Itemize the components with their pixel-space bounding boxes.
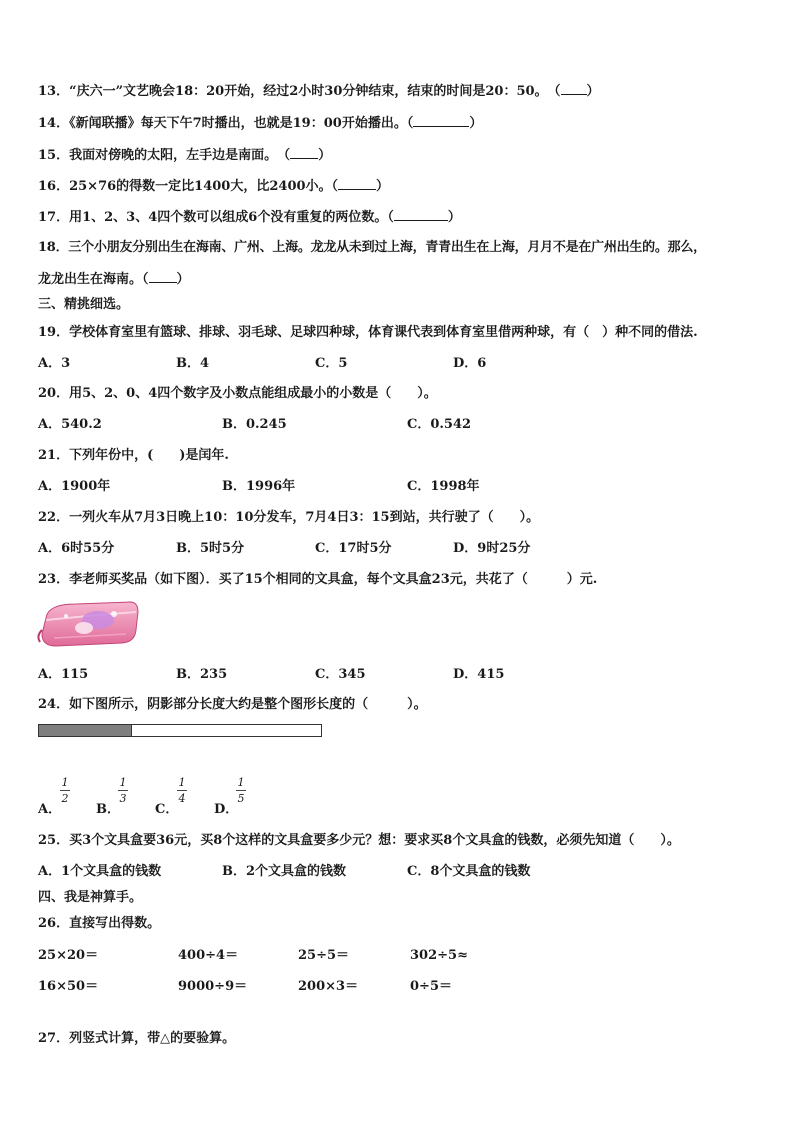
question-21: 21．下列年份中，( )是闰年.: [38, 448, 229, 463]
shaded-segment: [39, 725, 132, 736]
calc-item: 302÷5≈: [410, 948, 468, 963]
option-a[interactable]: A．6时55分: [38, 541, 115, 556]
question-19: 19．学校体育室里有篮球、排球、羽毛球、足球四种球，体育课代表到体育室里借两种球，有（ ）种不同的借法.: [38, 325, 698, 340]
calc-item: 0÷5＝: [410, 979, 452, 994]
section-4-title: 四、我是神算手。: [38, 890, 143, 905]
calc-item: 25×20＝: [38, 948, 99, 963]
length-bar: [38, 724, 322, 737]
fraction: 1 4: [178, 776, 186, 805]
option-d[interactable]: D．415: [453, 667, 505, 682]
option-b[interactable]: B．0.245: [222, 417, 287, 432]
question-23: 23．李老师买奖品（如下图）．买了15个相同的文具盒，每个文具盒23元，共花了（ ）元.: [38, 572, 598, 587]
question-13: 13．“庆六一”文艺晚会18：20开始，经过2小时30分钟结束，结束的时间是20：50。 （ ）: [38, 84, 600, 99]
option-c[interactable]: C．345: [315, 667, 366, 682]
option-a[interactable]: A．115: [38, 667, 89, 682]
answer-blank[interactable]: [394, 208, 448, 221]
option-b[interactable]: B．4: [176, 356, 210, 371]
option-a[interactable]: A．3: [38, 356, 71, 371]
question-24: 24．如下图所示，阴影部分长度大约是整个图形长度的（ ）。: [38, 697, 427, 712]
option-a[interactable]: A．540.2: [38, 417, 102, 432]
question-22: 22．一列火车从7月3日晚上10：10分发车，7月4日3：15到站，共行驶了（ ）。: [38, 510, 540, 525]
option-b[interactable]: B．5时5分: [176, 541, 245, 556]
answer-blank[interactable]: [290, 146, 318, 159]
option-d[interactable]: D．6: [453, 356, 487, 371]
option-b[interactable]: B．1996年: [222, 479, 296, 494]
question-18-line1: 18．三个小朋友分别出生在海南、广州、上海。龙龙从未到过上海，青青出生在上海，月月不是在广州出生的。那么，: [38, 240, 706, 255]
question-26: 26．直接写出得数。: [38, 916, 161, 931]
fraction: 1 3: [119, 776, 127, 805]
question-27: 27．列竖式计算，带△的要验算。: [38, 1031, 236, 1046]
question-15: 15．我面对傍晚的太阳，左手边是南面。 （ ）: [38, 148, 332, 163]
option-c[interactable]: C．17时5分: [315, 541, 392, 556]
calc-item: 16×50＝: [38, 979, 99, 994]
answer-blank[interactable]: [413, 114, 469, 127]
question-16: 16．25×76的得数一定比1400大，比2400小。（ ）: [38, 179, 390, 194]
fraction: 1 5: [237, 776, 245, 805]
answer-blank[interactable]: [149, 270, 177, 283]
calc-item: 9000÷9＝: [178, 979, 248, 994]
option-c[interactable]: C．8个文具盒的钱数: [407, 864, 531, 879]
fraction: 1 2: [61, 776, 69, 805]
option-a[interactable]: A．1个文具盒的钱数: [38, 864, 162, 879]
section-3-title: 三、精挑细选。: [38, 297, 130, 312]
option-b[interactable]: B．235: [176, 667, 228, 682]
question-25: 25．买3个文具盒要36元，买8个这样的文具盒要多少元？想：要求买8个文具盒的钱数，必须先知道（ ）。: [38, 833, 680, 848]
option-a[interactable]: A．1900年: [38, 479, 111, 494]
option-c[interactable]: C．1998年: [407, 479, 480, 494]
question-17: 17．用1、2、3、4四个数可以组成6个没有重复的两位数。（ ）: [38, 210, 461, 225]
option-c[interactable]: C．0.542: [407, 417, 472, 432]
calc-item: 400÷4＝: [178, 948, 239, 963]
pencil-case-image: [36, 598, 140, 650]
question-14: 14．《新闻联播》每天下午7时播出，也就是19：00开始播出。（ ）: [38, 116, 483, 131]
option-c[interactable]: C．5: [315, 356, 348, 371]
answer-blank[interactable]: [338, 177, 376, 190]
calc-item: 25÷5＝: [298, 948, 350, 963]
question-20: 20．用5、2、0、4四个数字及小数点能组成最小的小数是（ ）。: [38, 386, 437, 401]
answer-blank[interactable]: [561, 82, 587, 95]
calc-item: 200×3＝: [298, 979, 359, 994]
question-18-line2: 龙龙出生在海南。（ ）: [38, 272, 190, 287]
option-d[interactable]: D．9时25分: [453, 541, 531, 556]
option-b[interactable]: B．2个文具盒的钱数: [222, 864, 347, 879]
